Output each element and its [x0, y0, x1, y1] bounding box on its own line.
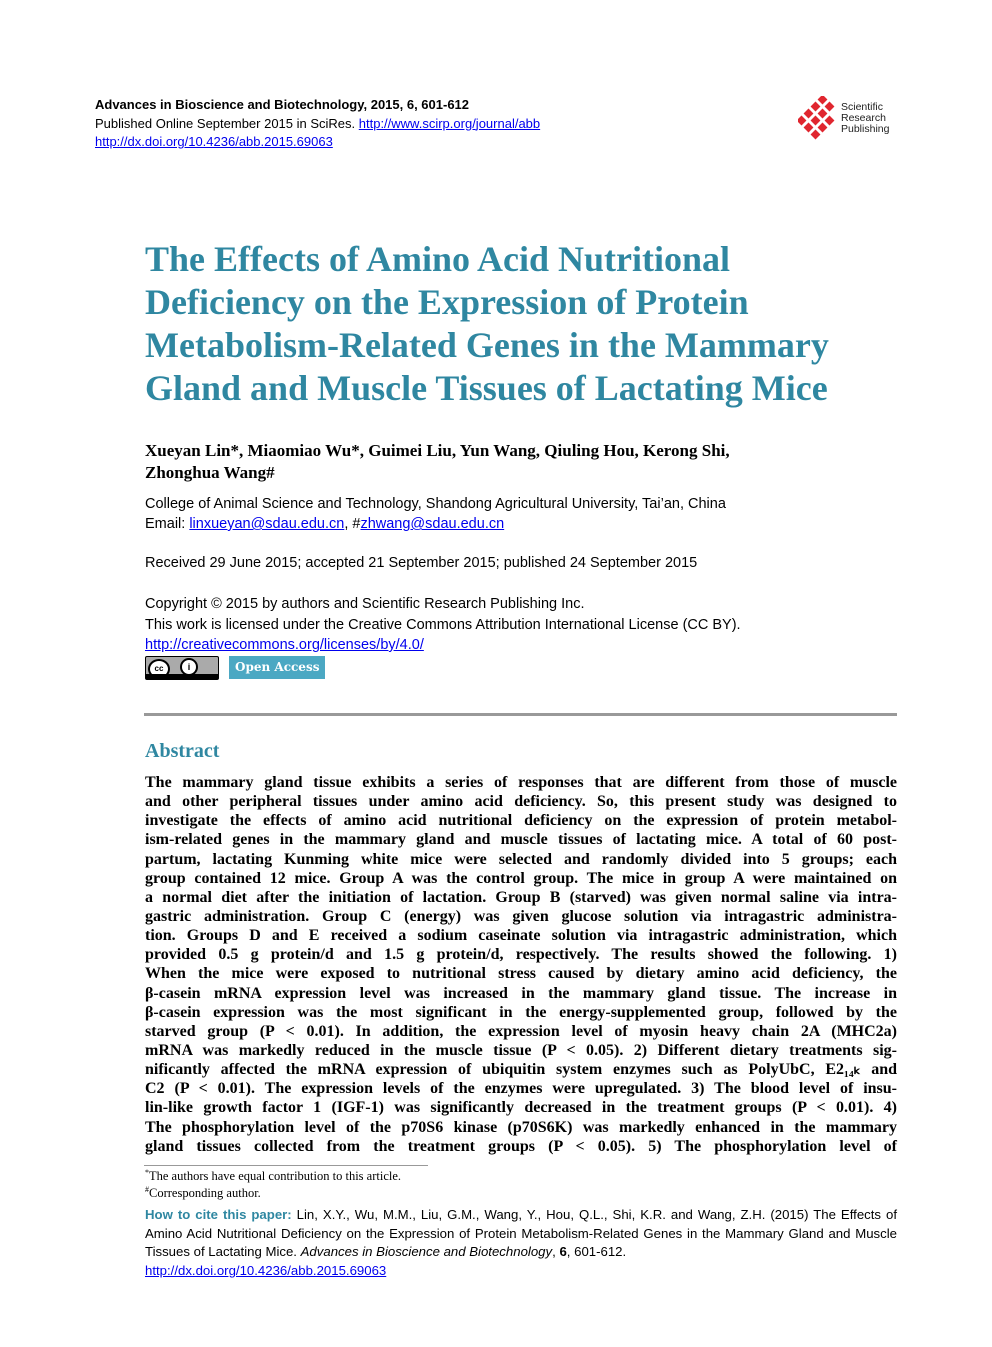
scirp-diamond-icon [798, 96, 838, 140]
doi-link[interactable]: http://dx.doi.org/10.4236/abb.2015.69063 [95, 134, 333, 149]
authors-line: Zhonghua Wang# [145, 463, 275, 482]
abstract-line: gland tissues collected from the treatment groups (P < 0.05). 5) The phosphorylation level of [145, 1137, 897, 1155]
cite-pages: , 601-612. [566, 1244, 627, 1260]
footnote-divider [144, 1165, 428, 1166]
open-access-badge: Open Access [229, 656, 325, 679]
title-line: Metabolism-Related Genes in the Mammary [145, 325, 829, 365]
logo-text-line: Scientific [841, 100, 884, 113]
badges [145, 656, 325, 680]
title-line: The Effects of Amino Acid Nutritional [145, 239, 730, 279]
title-line: Deficiency on the Expression of Protein [145, 282, 749, 322]
journal-header [95, 96, 540, 152]
abstract-line: When the mice were exposed to nutritional stress caused by dietary amino acid deficiency, the [145, 965, 897, 983]
abstract-line: tion. Groups D and E received a sodium caseinate solution via intragastric administration, which [145, 927, 897, 945]
cite-volume: 6 [559, 1244, 567, 1260]
abstract-line: β-casein mRNA expression level was increased in the mammary gland tissue. The increase in [145, 984, 897, 1002]
footnotes [145, 1168, 401, 1201]
cite-label: How to cite this paper: [145, 1207, 292, 1222]
published-online: Published Online September 2015 in SciRes. [95, 115, 359, 131]
abstract-line: ism-related genes in the mammary gland and muscle tissues of lactating mice. A total of 60 post- [145, 831, 897, 849]
affiliation-block [145, 494, 726, 534]
cc-by-badge[interactable] [145, 656, 219, 680]
journal-link[interactable]: http://www.scirp.org/journal/abb [358, 115, 541, 131]
footnote-equal-contribution: The authors have equal contribution to this article. [149, 1169, 402, 1183]
publication-dates: Received 29 June 2015; accepted 21 September 2015; published 24 September 2015 [145, 555, 698, 571]
license-text: This work is licensed under the Creative Commons Attribution International License (CC BY). [145, 616, 741, 633]
abstract-line: and other peripheral tissues under amino acid deficiency. So, this present study was designed to [145, 793, 897, 811]
footnote-mark: # [145, 1184, 149, 1194]
abstract-line: The phosphorylation level of the p70S6 kinase (p70S6K) was markedly enhanced in the mammary [145, 1118, 897, 1136]
license-link[interactable]: http://creativecommons.org/licenses/by/4.0/ [145, 637, 424, 653]
logo-text-line: Publishing [841, 122, 890, 135]
by-strip [146, 674, 218, 679]
copyright: Copyright © 2015 by authors and Scientific Research Publishing Inc. [145, 596, 585, 612]
abstract-line: mRNA was markedly reduced in the muscle tissue (P < 0.05). 2) Different dietary treatments sig- [145, 1041, 897, 1059]
authors-line: Xueyan Lin*, Miaomiao Wu*, Guimei Liu, Yun Wang, Qiuling Hou, Kerong Shi, [145, 441, 730, 460]
section-divider [144, 713, 897, 716]
abstract-line: gastric administration. Group C (energy) was given glucose solution via intragastric administra- [145, 907, 897, 925]
abstract-heading: Abstract [145, 740, 220, 762]
title-line: Gland and Muscle Tissues of Lactating Mice [145, 368, 828, 408]
abstract-line: nificantly affected the mRNA expression of ubiquitin system enzymes such as PolyUbC, E2₁₄ₖ and [145, 1061, 897, 1079]
footnote-corresponding: Corresponding author. [149, 1185, 261, 1200]
cc-icon: cc [148, 659, 170, 679]
abstract-line: group contained 12 mice. Group A was the control group. The mice in group A were maintained on [145, 869, 897, 887]
authors [145, 440, 730, 484]
abstract-body [145, 773, 897, 1156]
abstract-line: lin-like growth factor 1 (IGF-1) was significantly decreased in the treatment groups (P < 0.01). 4) [145, 1099, 897, 1117]
copyright-block [145, 594, 741, 656]
abstract-line: provided 0.5 g protein/d and 1.5 g protein/d, respectively. The results showed the following. 1) [145, 946, 897, 964]
cite-sep: , [552, 1244, 560, 1260]
abstract-line: β-casein expression was the most significant in the energy-supplemented group, followed by the [145, 1003, 897, 1021]
abstract-line: a normal diet after the initiation of lactation. Group B (starved) was given normal saline via intra- [145, 888, 897, 906]
abstract-line: C2 (P < 0.01). The expression levels of the enzymes were upregulated. 3) The blood level of insu- [145, 1080, 897, 1098]
citation-block [145, 1206, 897, 1281]
attribution-icon: i [180, 658, 198, 676]
logo-text-line: Research [841, 111, 886, 124]
email-link-lin[interactable]: linxueyan@sdau.edu.cn [189, 516, 345, 532]
cite-journal: Advances in Bioscience and Biotechnology [300, 1244, 553, 1260]
footnote-mark: * [145, 1167, 149, 1177]
abstract-line: starved group (P < 0.01). In addition, the expression level of myosin heavy chain 2A (MHC2a) [145, 1022, 897, 1040]
abstract-line: investigate the effects of amino acid nutritional deficiency on the expression of protein metabol- [145, 812, 897, 830]
affiliation: College of Animal Science and Technology, Shandong Agricultural University, Tai’an, China [145, 496, 726, 512]
scirp-logo [798, 96, 889, 140]
abstract-line: The mammary gland tissue exhibits a series of responses that are different from those of muscle [145, 774, 897, 791]
email-separator: , # [344, 516, 361, 532]
cite-text: Lin, X.Y., Wu, M.M., Liu, G.M., Wang, Y., Hou, Q.L., Shi, K.R. and Wang, Z.H. (2015) The Effects of Amino Acid Nutritional Deficiency on the Expression of Protein Metabolism-Related Genes in the Mammary Gland and Muscle Tissues of Lactating Mice. [145, 1207, 897, 1260]
abstract-line: partum, lactating Kunming white mice were selected and randomly divided into 5 groups; each [145, 850, 897, 868]
paper-title [145, 238, 829, 410]
email-link-wang[interactable]: zhwang@sdau.edu.cn [360, 516, 505, 532]
cite-doi-link[interactable]: http://dx.doi.org/10.4236/abb.2015.69063 [145, 1263, 387, 1279]
email-label: Email: [145, 516, 190, 532]
journal-citation: Advances in Bioscience and Biotechnology, 2015, 6, 601-612 [95, 97, 470, 112]
